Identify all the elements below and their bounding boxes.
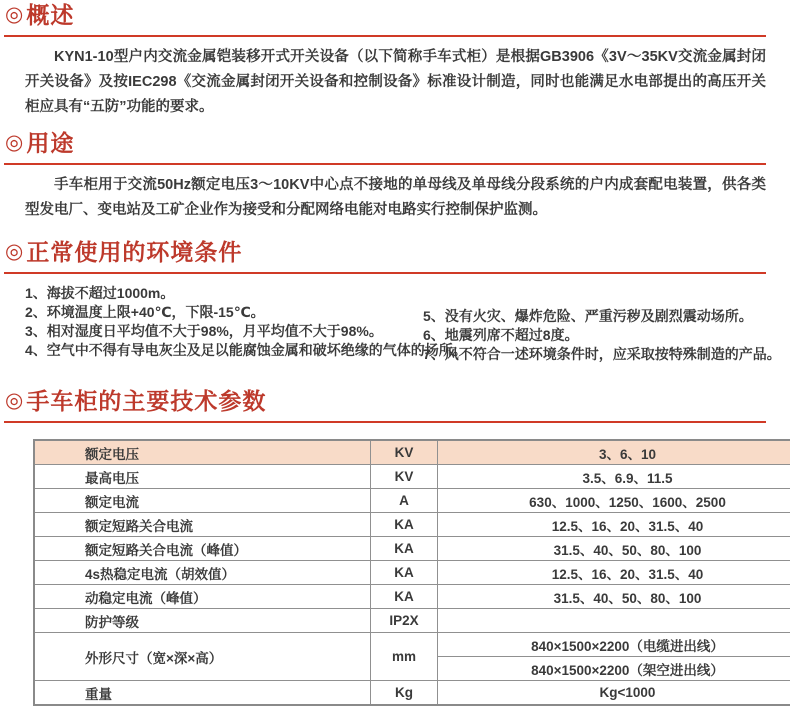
unit-cell: KV [371,465,438,489]
param-name-cell: 最高电压 [34,465,371,489]
env-item-7: 7、风不符合一述环境条件时，应采取按特殊制造的产品。 [423,345,781,364]
value-cell: 3.5、6.9、11.5 [438,465,790,489]
section-title-usage: 用途 [26,128,74,158]
table-row-short-circuit-making-current [34,513,790,537]
env-item-2: 2、环境温度上限+40℃，下限-15℃。 [25,303,420,322]
param-name-cell: 动稳定电流（峰值） [34,585,371,609]
section-heading-usage [0,128,790,158]
usage-paragraph: 手车柜用于交流50Hz额定电压3～10KV中心点不接地的单母线及单母线分段系统的户内成套配电装置，供各类型发电厂、变电站及工矿企业作为接受和分配网络电能对电路实行控制保护监测。 [25,173,766,223]
environment-conditions-lists [0,284,790,364]
table-row-dynamic-stability-current [34,585,790,609]
section-rule [4,421,766,423]
table-row-weight [34,681,790,706]
value-cell-overhead: 840×1500×2200（架空进出线） [438,657,790,681]
tech-params-table [33,439,790,706]
section-heading-tech-params [0,386,790,416]
section-rule [4,272,766,274]
value-cell [438,609,790,633]
param-name-cell: 额定电流 [34,489,371,513]
section-heading-overview [0,0,790,30]
unit-cell: KV [371,440,438,465]
table-row-rated-current [34,489,790,513]
section-heading-environment [0,237,790,267]
table-row-max-voltage [34,465,790,489]
unit-cell: KA [371,513,438,537]
env-list-right [423,284,781,364]
overview-paragraph: KYN1-10型户内交流金属铠装移开式开关设备（以下简称手车式柜）是根据GB3906《3V～35KV交流金属封闭开关设备》及按IEC298《交流金属封闭开关设备和控制设备》标准设计制造，同时也能满足水电部提出的高压开关柜应具有“五防”功能的要求。 [25,45,766,120]
table-row-protection-grade [34,609,790,633]
env-item-3: 3、相对湿度日平均值不大于98%，月平均值不大于98%。 [25,322,420,341]
section-rule [4,35,766,37]
value-cell: 31.5、40、50、80、100 [438,585,790,609]
bullseye-icon: ◎ [5,237,24,267]
table-row-short-circuit-making-current-peak [34,537,790,561]
section-title-overview: 概述 [26,0,74,30]
value-cell: 12.5、16、20、31.5、40 [438,561,790,585]
table-row-dimensions [34,633,790,657]
param-name-cell: 4s热稳定电流（胡效值） [34,561,371,585]
unit-cell: KA [371,537,438,561]
bullseye-icon: ◎ [5,0,24,30]
value-cell: 630、1000、1250、1600、2500 [438,489,790,513]
unit-cell: KA [371,561,438,585]
param-name-cell: 防护等级 [34,609,371,633]
env-item-4: 4、空气中不得有导电灰尘及足以能腐蚀金属和破坏绝缘的气体的场所。 [25,341,420,360]
param-name-cell: 重量 [34,681,371,706]
param-name-cell: 额定短路关合电流 [34,513,371,537]
bullseye-icon: ◎ [5,386,24,416]
value-cell: 3、6、10 [438,440,790,465]
value-cell: 12.5、16、20、31.5、40 [438,513,790,537]
env-item-6: 6、地震列席不超过8度。 [423,326,781,345]
section-title-tech-params: 手车柜的主要技术参数 [26,386,266,416]
table-row-thermal-stability-current [34,561,790,585]
value-cell: 31.5、40、50、80、100 [438,537,790,561]
env-list-left [25,284,420,364]
unit-cell: KA [371,585,438,609]
value-cell: Kg<1000 [438,681,790,706]
env-item-5: 5、没有火灾、爆炸危险、严重污秽及剧烈震动场所。 [423,307,781,326]
section-title-environment: 正常使用的环境条件 [26,237,242,267]
unit-cell: A [371,489,438,513]
param-name-cell: 额定电压 [34,440,371,465]
unit-cell: mm [371,633,438,681]
bullseye-icon: ◎ [5,128,24,158]
section-rule [4,163,766,165]
env-item-1: 1、海拔不超过1000m。 [25,284,420,303]
param-name-cell: 额定短路关合电流（峰值） [34,537,371,561]
unit-cell: IP2X [371,609,438,633]
table-row-rated-voltage [34,440,790,465]
param-name-cell: 外形尺寸（宽×深×高） [34,633,371,681]
value-cell-cable: 840×1500×2200（电缆进出线） [438,633,790,657]
unit-cell: Kg [371,681,438,706]
